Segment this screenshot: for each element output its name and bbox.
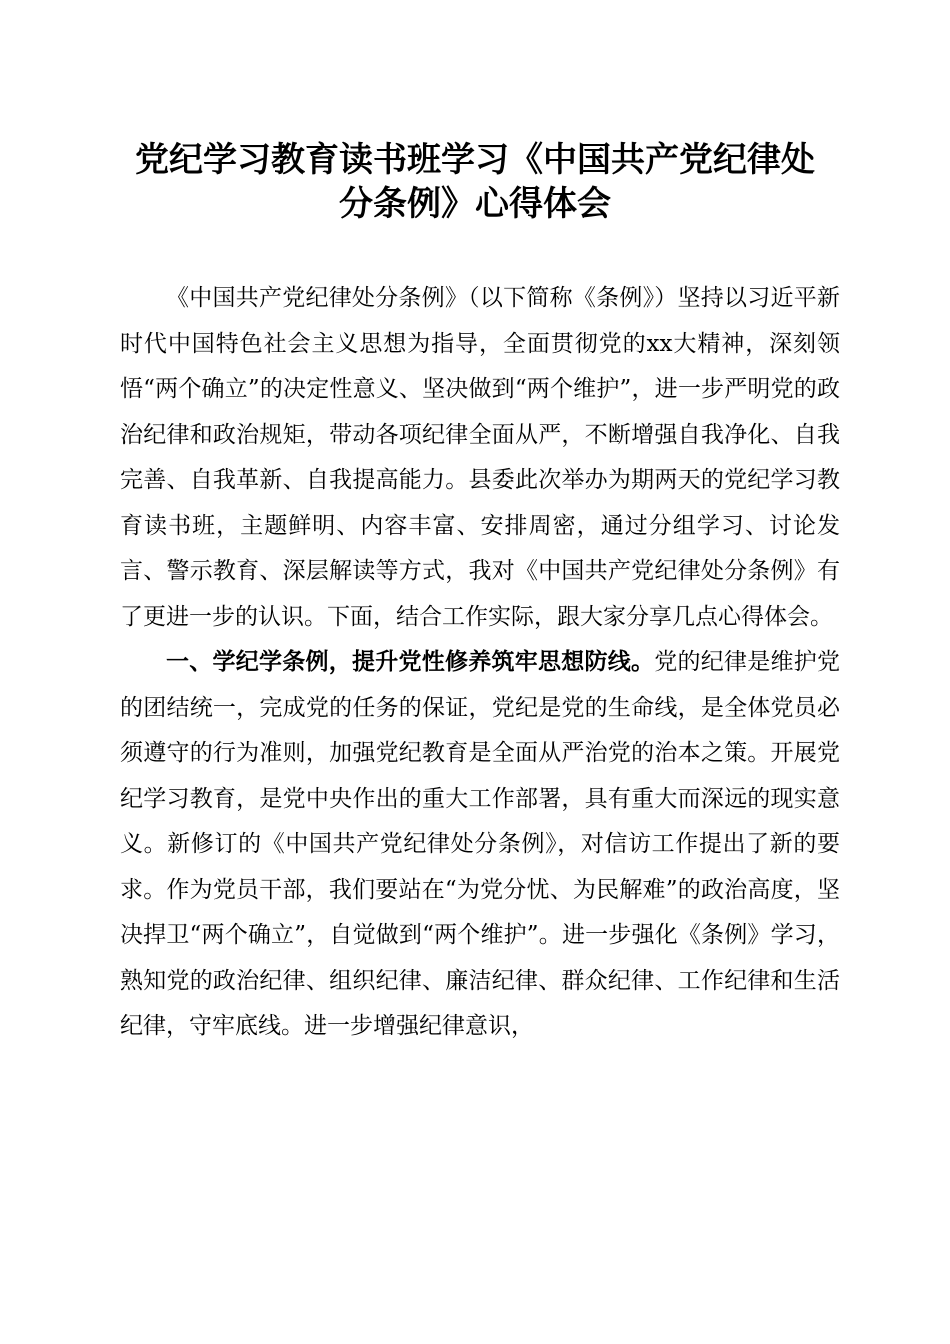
section-1-heading: 一、学纪学条例，提升党性修养筑牢思想防线。 (166, 649, 655, 675)
paragraph-section-1 (120, 640, 840, 1050)
section-1-text: 党的纪律是维护党的团结统一，完成党的任务的保证，党纪是党的生命线，是全体党员必须遵守的行为准则，加强党纪教育是全面从严治党的治本之策。开展党纪学习教育，是党中央作出的重大工作部署，具有重大而深远的现实意义。新修订的《中国共产党纪律处分条例》，对信访工作提出了新的要求。作为党员干部，我们要站在“为党分忧、为民解难”的政治高度，坚决捍卫“两个确立”，自觉做到“两个维护”。进一步强化《条例》学习，熟知党的政治纪律、组织纪律、廉洁纪律、群众纪律、工作纪律和生活纪律，守牢底线。进一步增强纪律意识， (120, 649, 840, 1039)
document-title-line-2: 分条例》心得体会 (339, 184, 611, 224)
paragraph-intro: 《中国共产党纪律处分条例》（以下简称《条例》）坚持以习近平新时代中国特色社会主义思想为指导，全面贯彻党的xx大精神，深刻领悟“两个确立”的决定性意义、坚决做到“两个维护”，进一步严明党的政治纪律和政治规矩，带动各项纪律全面从严，不断增强自我净化、自我完善、自我革新、自我提高能力。县委此次举办为期两天的党纪学习教育读书班，主题鲜明、内容丰富、安排周密，通过分组学习、讨论发言、警示教育、深层解读等方式，我对《中国共产党纪律处分条例》有了更进一步的认识。下面，结合工作实际，跟大家分享几点心得体会。 (120, 285, 840, 630)
document-body (120, 276, 840, 1050)
document-title-line-1: 党纪学习教育读书班学习《中国共产党纪律处 (135, 140, 815, 180)
